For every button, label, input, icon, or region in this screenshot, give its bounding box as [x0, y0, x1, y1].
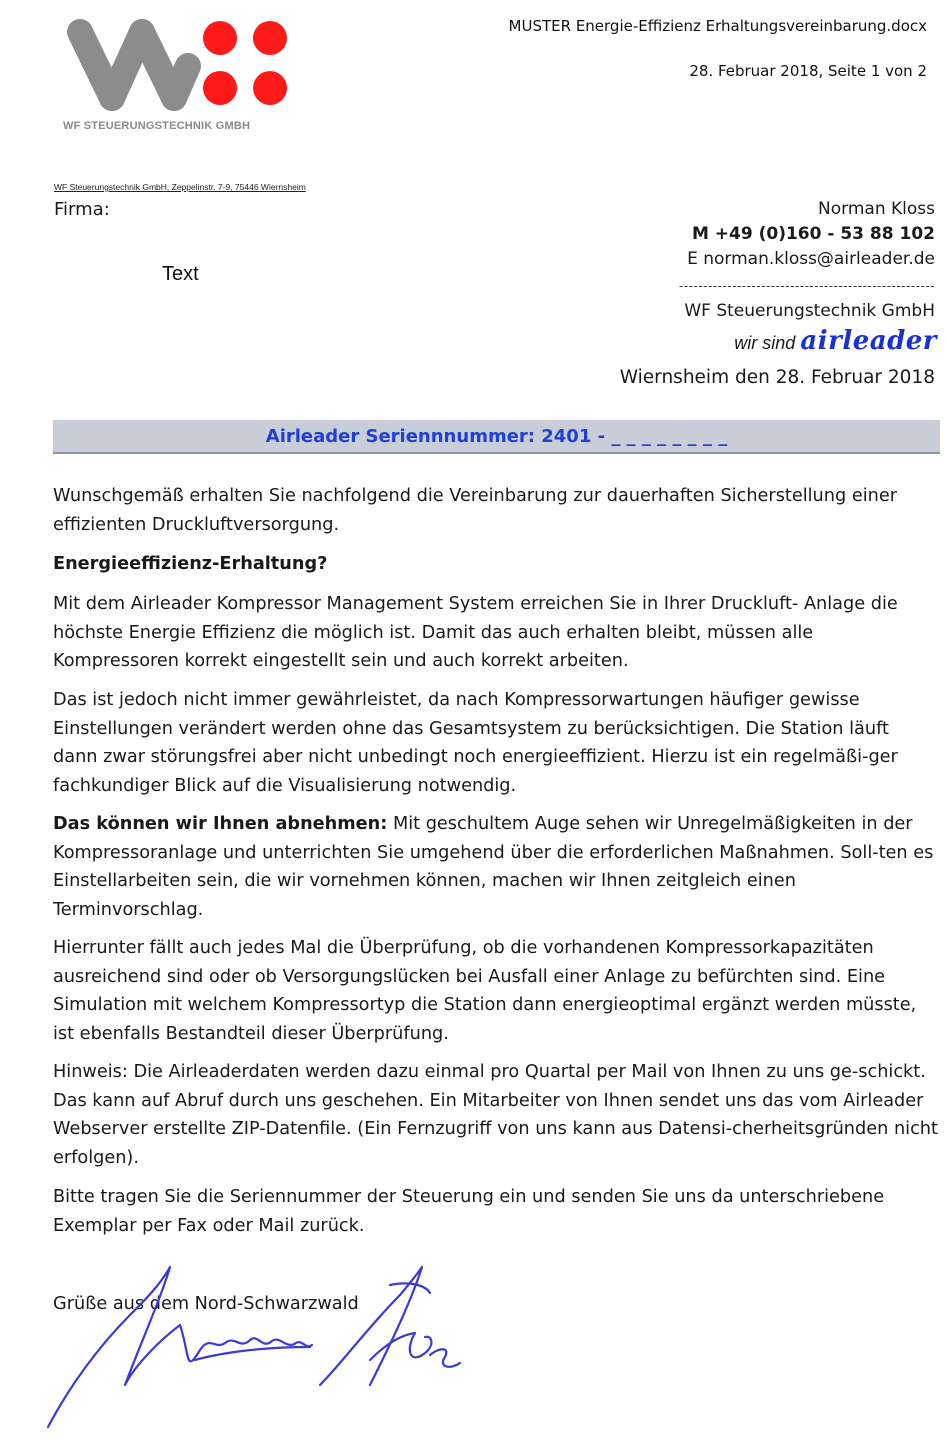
contact-mobile: M +49 (0)160 - 53 88 102	[691, 224, 935, 244]
document-filename: MUSTER Energie-Effizienz Erhaltungsvereinbarung.docx	[508, 17, 927, 35]
place-date: Wiernsheim den 28. Februar 2018	[619, 367, 935, 388]
recipient-placeholder[interactable]: Text	[162, 263, 199, 285]
paragraph-maintenance: Das ist jedoch nicht immer gewährleistet, da nach Kompressorwartungen häufiger gewisse Einstellungen verändert werden ohne das Gesamtsystem zu berücksichtigen. Die Station läuft dann zwar störungsfrei aber nicht unbedingt noch energieeffizient. Hierzu ist ein regelmäßi-ger fachkundiger Blick auf die Visualisierung notwendig.	[53, 690, 898, 796]
brand-line	[734, 326, 937, 356]
intro-paragraph: Wunschgemäß erhalten Sie nachfolgend die Vereinbarung zur dauerhaften Sicherstellung einer effizienten Druckluftversorgung.	[53, 486, 897, 535]
firma-label: Firma:	[54, 199, 110, 220]
serial-number-text: Airleader Seriennnummer: 2401 - _ _ _ _ _ _ _ _	[265, 426, 728, 447]
serial-number-banner	[53, 420, 940, 454]
closing-greeting: Grüße aus dem Nord-Schwarzwald	[53, 1294, 359, 1314]
company-logo	[60, 14, 300, 114]
airleader-brand: airleader	[800, 326, 937, 356]
section-heading: Energieeffizienz-Erhaltung?	[53, 554, 328, 574]
contact-email[interactable]: E norman.kloss@airleader.de	[687, 249, 935, 269]
service-text: Mit geschultem Auge sehen wir Unregelmäßigkeiten in der Kompressoranlage und unterrichten Sie umgehend über die erforderlichen Maßnahmen. Soll-ten es Einstellarbeiten sein, die wir vornehmen können, machen wir Ihnen zeitgleich einen Terminvorschlag.	[53, 814, 934, 920]
handwritten-signature-icon	[40, 1255, 470, 1435]
paragraph-service	[53, 810, 938, 924]
contact-name: Norman Kloss	[818, 199, 935, 219]
sender-address-line: WF Steuerungstechnik GmbH, Zeppelinstr. 7-9, 75446 Wiernsheim	[54, 182, 306, 192]
wir-sind-text: wir sind	[734, 333, 796, 353]
signature	[40, 1255, 470, 1435]
wf-logo-icon	[60, 14, 300, 114]
logo-caption: WF STEUERUNGSTECHNIK GMBH	[63, 120, 251, 132]
contact-separator: -----------------------------------------------------	[679, 279, 935, 293]
paragraph-efficiency: Mit dem Airleader Kompressor Management System erreichen Sie in Ihrer Druckluft- Anlage die höchste Energie Effizienz die möglich ist. Damit das auch erhalten bleibt, müssen alle Kompressoren korrekt eingestellt sein und auch korrekt arbeiten.	[53, 594, 898, 671]
paragraph-note: Hinweis: Die Airleaderdaten werden dazu einmal pro Quartal per Mail von Ihnen zu uns ge-schickt. Das kann auf Abruf durch uns geschehen. Ein Mitarbeiter von Ihnen sendet uns das vom Airleader Webserver erstellte ZIP-Datenfile. (Ein Fernzugriff von uns kann aus Datensi-cherheitsgründen nicht erfolgen).	[53, 1062, 938, 1168]
paragraph-request: Bitte tragen Sie die Seriennummer der Steuerung ein und senden Sie uns da unterschriebene Exemplar per Fax oder Mail zurück.	[53, 1187, 885, 1236]
service-lead: Das können wir Ihnen abnehmen:	[53, 814, 388, 834]
paragraph-review: Hierrunter fällt auch jedes Mal die Überprüfung, ob die vorhandenen Kompressorkapazitäten ausreichend sind oder ob Versorgungslücken bei Ausfall einer Anlage zu befürchten sind. Eine Simulation mit welchem Kompressortyp die Station dann energieoptimal ergänzt werden müsste, ist ebenfalls Bestandteil dieser Überprüfung.	[53, 938, 917, 1044]
date-page-info: 28. Februar 2018, Seite 1 von 2	[689, 62, 927, 80]
contact-company: WF Steuerungstechnik GmbH	[684, 301, 935, 321]
